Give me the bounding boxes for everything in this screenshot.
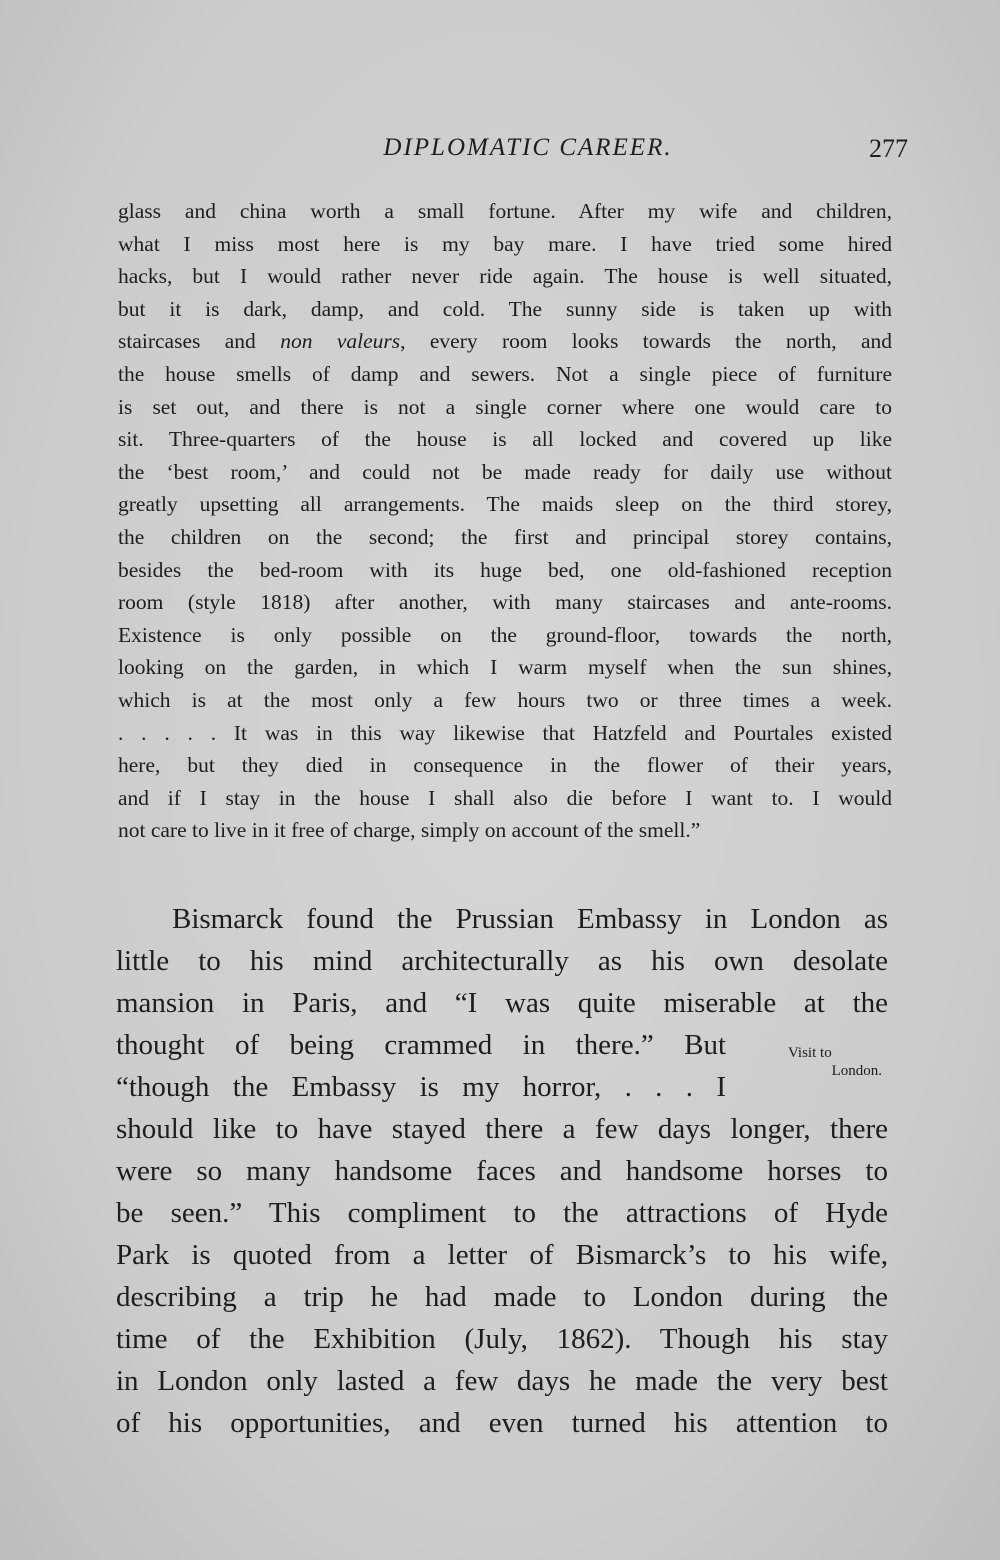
letter-line: . . . . . It was in this way likewise that Hatzfeld and Pourtales existed [118, 720, 892, 745]
running-title: DIPLOMATIC CAREER. [383, 134, 673, 161]
body-line: thought of being crammed in there.” But [116, 1029, 726, 1061]
letter-line: what I miss most here is my bay mare. I have tried some hired [118, 231, 892, 256]
margin-note-line: Visit to [788, 1045, 832, 1061]
body-line: of his opportunities, and even turned his attention to [116, 1407, 888, 1439]
body-line: Bismarck found the Prussian Embassy in London as [172, 903, 888, 935]
letter-line: the children on the second; the first and principal storey contains, [118, 524, 892, 549]
body-line: should like to have stayed there a few days longer, there [116, 1113, 888, 1145]
body-line: were so many handsome faces and handsome horses to [116, 1155, 888, 1187]
letter-line: glass and china worth a small fortune. After my wife and children, [118, 199, 892, 223]
letter-line: sit. Three-quarters of the house is all locked and covered up like [118, 427, 892, 452]
running-head [118, 134, 908, 170]
italic-phrase: non valeurs [280, 329, 401, 354]
body-line: mansion in Paris, and “I was quite miserable at the [116, 987, 888, 1019]
body-line: little to his mind architecturally as his own desolate [116, 945, 888, 977]
body-line: in London only lasted a few days he made the very best [116, 1365, 888, 1397]
body-line: Park is quoted from a letter of Bismarck’s to his wife, [116, 1239, 888, 1271]
letter-line: Existence is only possible on the ground-floor, towards the north, [118, 622, 892, 647]
letter-line: but it is dark, damp, and cold. The sunny side is taken up with [118, 296, 892, 321]
letter-line: greatly upsetting all arrangements. The maids sleep on the third storey, [118, 492, 892, 517]
letter-line: the house smells of damp and sewers. Not a single piece of furniture [118, 361, 892, 386]
quoted-letter [118, 195, 892, 847]
body-line: time of the Exhibition (July, 1862). Though his stay [116, 1323, 888, 1355]
margin-note [772, 1044, 882, 1080]
body-line: “though the Embassy is my horror, . . . I [116, 1071, 726, 1103]
margin-note-line: London. [831, 1063, 882, 1079]
letter-line: room (style 1818) after another, with many staircases and ante-rooms. [118, 590, 892, 615]
letter-line: hacks, but I would rather never ride again. The house is well situated, [118, 264, 892, 289]
letter-line: is set out, and there is not a single corner where one would care to [118, 394, 892, 419]
letter-line: besides the bed-room with its huge bed, one old-fashioned reception [118, 557, 892, 582]
letter-line: and if I stay in the house I shall also die before I want to. I would [118, 785, 892, 810]
letter-line: the ‘best room,’ and could not be made ready for daily use without [118, 459, 892, 484]
letter-line: here, but they died in consequence in the flower of their years, [118, 753, 892, 778]
letter-line: which is at the most only a few hours two or three times a week. [118, 687, 892, 712]
body-line: be seen.” This compliment to the attractions of Hyde [116, 1197, 888, 1229]
page-number: 277 [869, 134, 908, 163]
letter-line: not care to live in it free of charge, simply on account of the smell.” [118, 818, 701, 843]
body-paragraph [116, 898, 888, 1444]
letter-line: staircases and non valeurs, every room looks towards the north, and [118, 329, 893, 354]
body-line: describing a trip he had made to London during the [116, 1281, 888, 1313]
letter-line: looking on the garden, in which I warm myself when the sun shines, [118, 655, 892, 680]
